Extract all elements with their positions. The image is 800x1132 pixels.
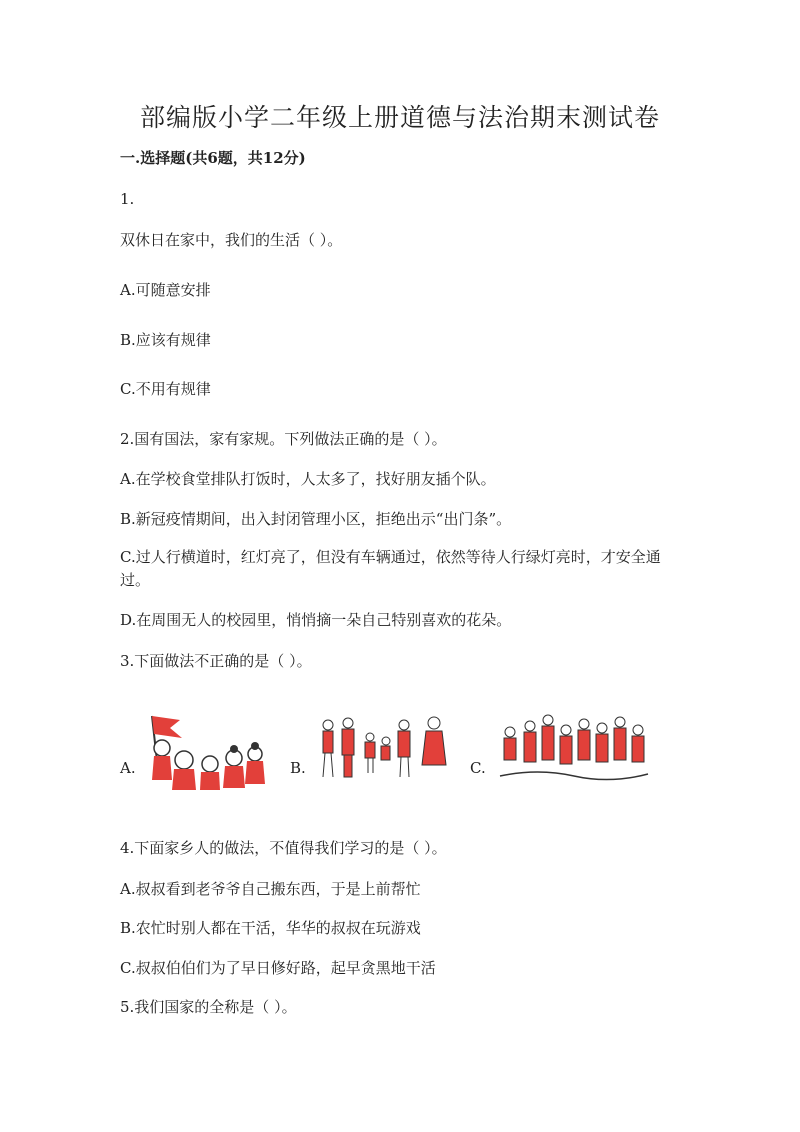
q3-option-c-label[interactable]: C. [470, 759, 486, 777]
q3-option-a-label[interactable]: A. [120, 759, 136, 777]
q1-option-a[interactable]: A.可随意安排 [120, 281, 211, 299]
q5-stem: 5.我们国家的全称是（ ）。 [120, 998, 297, 1016]
q2-option-d[interactable]: D.在周围无人的校园里，悄悄摘一朵自己特别喜欢的花朵。 [120, 611, 512, 629]
q3-stem: 3.下面做法不正确的是（ ）。 [120, 652, 312, 670]
q2-option-c[interactable]: C.过人行横道时，红灯亮了，但没有车辆通过，依然等待人行绿灯亮时，才安全通过。 [120, 548, 661, 589]
q3-option-c-image[interactable] [498, 712, 650, 788]
q1-number: 1. [120, 190, 135, 208]
q4-option-c[interactable]: C.叔叔伯伯们为了早日修好路，起早贪黑地干活 [120, 959, 436, 977]
q3-option-b-label[interactable]: B. [290, 759, 306, 777]
q4-stem: 4.下面家乡人的做法，不值得我们学习的是（ ）。 [120, 839, 447, 857]
q1-stem: 双休日在家中，我们的生活（ ）。 [120, 231, 343, 249]
q3-option-a-image[interactable] [140, 708, 270, 796]
q1-option-b[interactable]: B.应该有规律 [120, 331, 211, 349]
q2-stem: 2.国有国法，家有家规。下列做法正确的是（ ）。 [120, 430, 447, 448]
section-heading: 一.选择题(共6题，共12分) [120, 149, 306, 167]
q2-option-b[interactable]: B.新冠疫情期间，出入封闭管理小区，拒绝出示“出门条”。 [120, 510, 512, 528]
q4-option-b[interactable]: B.农忙时别人都在干活，华华的叔叔在玩游戏 [120, 919, 421, 937]
q3-option-b-image[interactable] [318, 715, 450, 785]
page-title: 部编版小学二年级上册道德与法治期末测试卷 [139, 103, 660, 132]
q2-option-a[interactable]: A.在学校食堂排队打饭时，人太多了，找好朋友插个队。 [120, 470, 496, 488]
q4-option-a[interactable]: A.叔叔看到老爷爷自己搬东西，于是上前帮忙 [120, 880, 421, 898]
q1-option-c[interactable]: C.不用有规律 [120, 380, 211, 398]
